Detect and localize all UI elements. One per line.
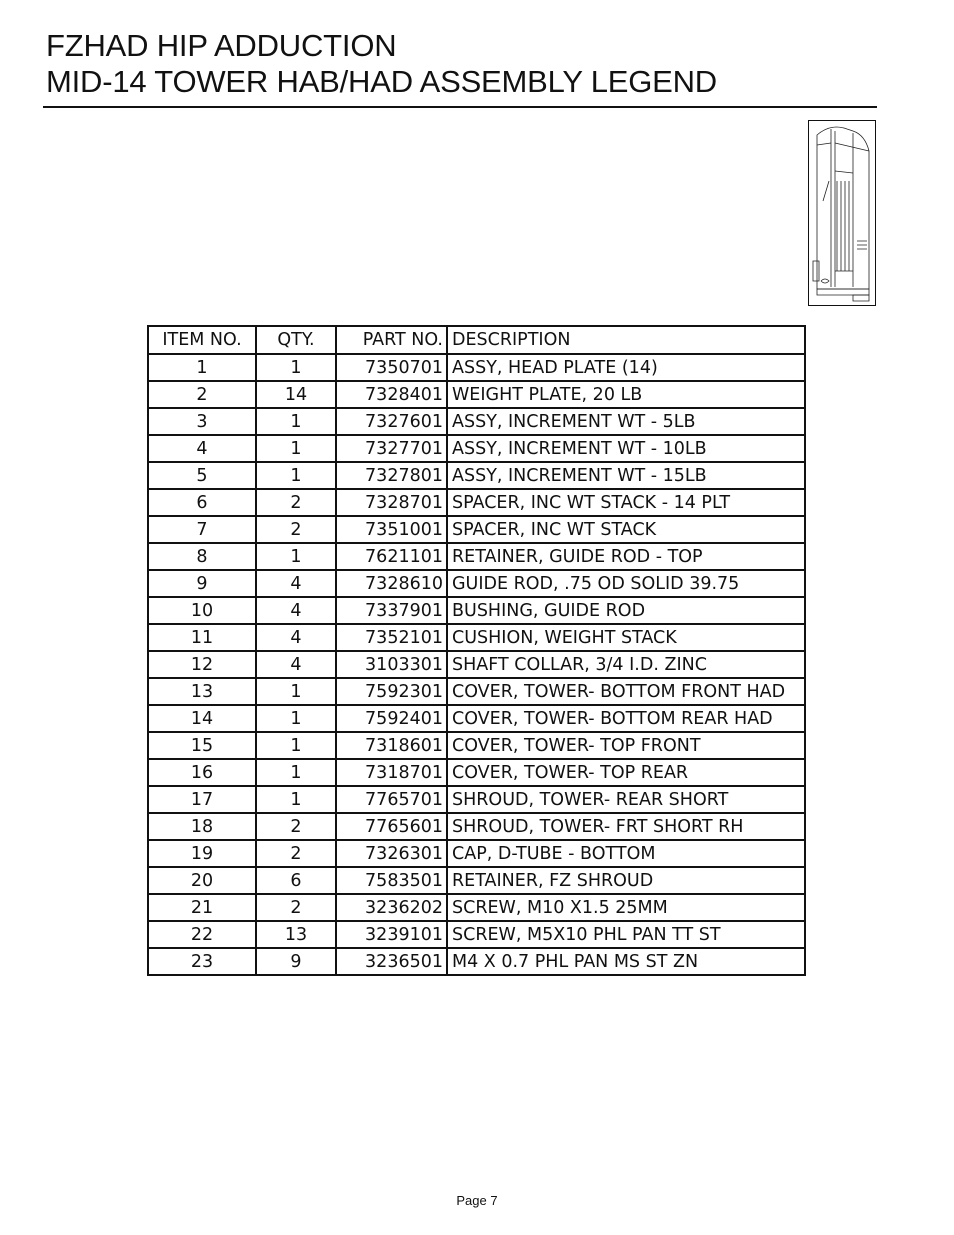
- column-header-part-no: PART NO.: [336, 326, 447, 354]
- title-line-1: FZHAD HIP ADDUCTION: [46, 28, 397, 63]
- qty-cell: 6: [256, 867, 336, 894]
- description-cell: COVER, TOWER- BOTTOM FRONT HAD: [447, 678, 805, 705]
- part-no-cell: 7318601: [336, 732, 447, 759]
- page-title: [46, 28, 717, 100]
- table-row: [148, 813, 805, 840]
- tower-assembly-thumbnail: [808, 120, 876, 306]
- description-cell: SPACER, INC WT STACK: [447, 516, 805, 543]
- qty-cell: 2: [256, 516, 336, 543]
- table-row: [148, 489, 805, 516]
- description-cell: WEIGHT PLATE, 20 LB: [447, 381, 805, 408]
- qty-cell: 1: [256, 705, 336, 732]
- part-no-cell: 7327801: [336, 462, 447, 489]
- qty-cell: 4: [256, 597, 336, 624]
- qty-cell: 1: [256, 435, 336, 462]
- part-no-cell: 7328701: [336, 489, 447, 516]
- table-row: [148, 354, 805, 381]
- part-no-cell: 3103301: [336, 651, 447, 678]
- part-no-cell: 7328401: [336, 381, 447, 408]
- description-cell: SHROUD, TOWER- REAR SHORT: [447, 786, 805, 813]
- description-cell: COVER, TOWER- BOTTOM REAR HAD: [447, 705, 805, 732]
- description-cell: SHAFT COLLAR, 3/4 I.D. ZINC: [447, 651, 805, 678]
- part-no-cell: 7592401: [336, 705, 447, 732]
- table-row: [148, 867, 805, 894]
- part-no-cell: 7327701: [336, 435, 447, 462]
- item-no-cell: 6: [148, 489, 256, 516]
- part-no-cell: 3236501: [336, 948, 447, 975]
- item-no-cell: 8: [148, 543, 256, 570]
- part-no-cell: 7765601: [336, 813, 447, 840]
- item-no-cell: 20: [148, 867, 256, 894]
- description-cell: RETAINER, GUIDE ROD - TOP: [447, 543, 805, 570]
- description-cell: ASSY, INCREMENT WT - 5LB: [447, 408, 805, 435]
- table-row: [148, 408, 805, 435]
- table-row: [148, 759, 805, 786]
- description-cell: BUSHING, GUIDE ROD: [447, 597, 805, 624]
- qty-cell: 14: [256, 381, 336, 408]
- item-no-cell: 4: [148, 435, 256, 462]
- item-no-cell: 16: [148, 759, 256, 786]
- description-cell: GUIDE ROD, .75 OD SOLID 39.75: [447, 570, 805, 597]
- column-header-qty: QTY.: [256, 326, 336, 354]
- part-no-cell: 7352101: [336, 624, 447, 651]
- table-row: [148, 894, 805, 921]
- part-no-cell: 7592301: [336, 678, 447, 705]
- column-header-description: DESCRIPTION: [447, 326, 805, 354]
- table-row: [148, 651, 805, 678]
- qty-cell: 1: [256, 786, 336, 813]
- qty-cell: 1: [256, 732, 336, 759]
- table-row: [148, 921, 805, 948]
- qty-cell: 2: [256, 840, 336, 867]
- item-no-cell: 5: [148, 462, 256, 489]
- part-no-cell: 7621101: [336, 543, 447, 570]
- part-no-cell: 7326301: [336, 840, 447, 867]
- qty-cell: 4: [256, 624, 336, 651]
- table-header-row: [148, 326, 805, 354]
- table-row: [148, 435, 805, 462]
- table-row: [148, 948, 805, 975]
- column-header-item-no: ITEM NO.: [148, 326, 256, 354]
- title-line-2: MID-14 TOWER HAB/HAD ASSEMBLY LEGEND: [46, 64, 717, 99]
- item-no-cell: 18: [148, 813, 256, 840]
- part-no-cell: 3239101: [336, 921, 447, 948]
- description-cell: SPACER, INC WT STACK - 14 PLT: [447, 489, 805, 516]
- qty-cell: 13: [256, 921, 336, 948]
- qty-cell: 4: [256, 570, 336, 597]
- table-row: [148, 786, 805, 813]
- description-cell: CUSHION, WEIGHT STACK: [447, 624, 805, 651]
- part-no-cell: 3236202: [336, 894, 447, 921]
- qty-cell: 1: [256, 759, 336, 786]
- item-no-cell: 19: [148, 840, 256, 867]
- item-no-cell: 1: [148, 354, 256, 381]
- table-row: [148, 462, 805, 489]
- table-row: [148, 570, 805, 597]
- qty-cell: 1: [256, 462, 336, 489]
- part-no-cell: 7583501: [336, 867, 447, 894]
- table-body: [148, 354, 805, 975]
- description-cell: COVER, TOWER- TOP REAR: [447, 759, 805, 786]
- qty-cell: 2: [256, 489, 336, 516]
- description-cell: ASSY, HEAD PLATE (14): [447, 354, 805, 381]
- table-row: [148, 381, 805, 408]
- description-cell: M4 X 0.7 PHL PAN MS ST ZN: [447, 948, 805, 975]
- item-no-cell: 17: [148, 786, 256, 813]
- description-cell: ASSY, INCREMENT WT - 10LB: [447, 435, 805, 462]
- table-row: [148, 678, 805, 705]
- description-cell: CAP, D-TUBE - BOTTOM: [447, 840, 805, 867]
- description-cell: SCREW, M10 X1.5 25MM: [447, 894, 805, 921]
- item-no-cell: 10: [148, 597, 256, 624]
- item-no-cell: 9: [148, 570, 256, 597]
- item-no-cell: 11: [148, 624, 256, 651]
- item-no-cell: 3: [148, 408, 256, 435]
- assembly-legend-table: [147, 325, 806, 976]
- table-row: [148, 624, 805, 651]
- item-no-cell: 22: [148, 921, 256, 948]
- title-divider: [43, 106, 877, 108]
- qty-cell: 4: [256, 651, 336, 678]
- item-no-cell: 2: [148, 381, 256, 408]
- item-no-cell: 12: [148, 651, 256, 678]
- item-no-cell: 15: [148, 732, 256, 759]
- table-row: [148, 516, 805, 543]
- qty-cell: 2: [256, 813, 336, 840]
- description-cell: SCREW, M5X10 PHL PAN TT ST: [447, 921, 805, 948]
- qty-cell: 2: [256, 894, 336, 921]
- part-no-cell: 7351001: [336, 516, 447, 543]
- part-no-cell: 7765701: [336, 786, 447, 813]
- qty-cell: 1: [256, 543, 336, 570]
- item-no-cell: 13: [148, 678, 256, 705]
- page-number: Page 7: [456, 1193, 498, 1208]
- table-row: [148, 705, 805, 732]
- table-row: [148, 840, 805, 867]
- item-no-cell: 23: [148, 948, 256, 975]
- part-no-cell: 7327601: [336, 408, 447, 435]
- qty-cell: 9: [256, 948, 336, 975]
- item-no-cell: 14: [148, 705, 256, 732]
- table-row: [148, 732, 805, 759]
- table-row: [148, 597, 805, 624]
- item-no-cell: 7: [148, 516, 256, 543]
- item-no-cell: 21: [148, 894, 256, 921]
- part-no-cell: 7318701: [336, 759, 447, 786]
- table-row: [148, 543, 805, 570]
- tower-assembly-icon: [809, 121, 875, 305]
- qty-cell: 1: [256, 678, 336, 705]
- part-no-cell: 7328610: [336, 570, 447, 597]
- description-cell: COVER, TOWER- TOP FRONT: [447, 732, 805, 759]
- description-cell: ASSY, INCREMENT WT - 15LB: [447, 462, 805, 489]
- qty-cell: 1: [256, 408, 336, 435]
- qty-cell: 1: [256, 354, 336, 381]
- description-cell: SHROUD, TOWER- FRT SHORT RH: [447, 813, 805, 840]
- description-cell: RETAINER, FZ SHROUD: [447, 867, 805, 894]
- part-no-cell: 7337901: [336, 597, 447, 624]
- part-no-cell: 7350701: [336, 354, 447, 381]
